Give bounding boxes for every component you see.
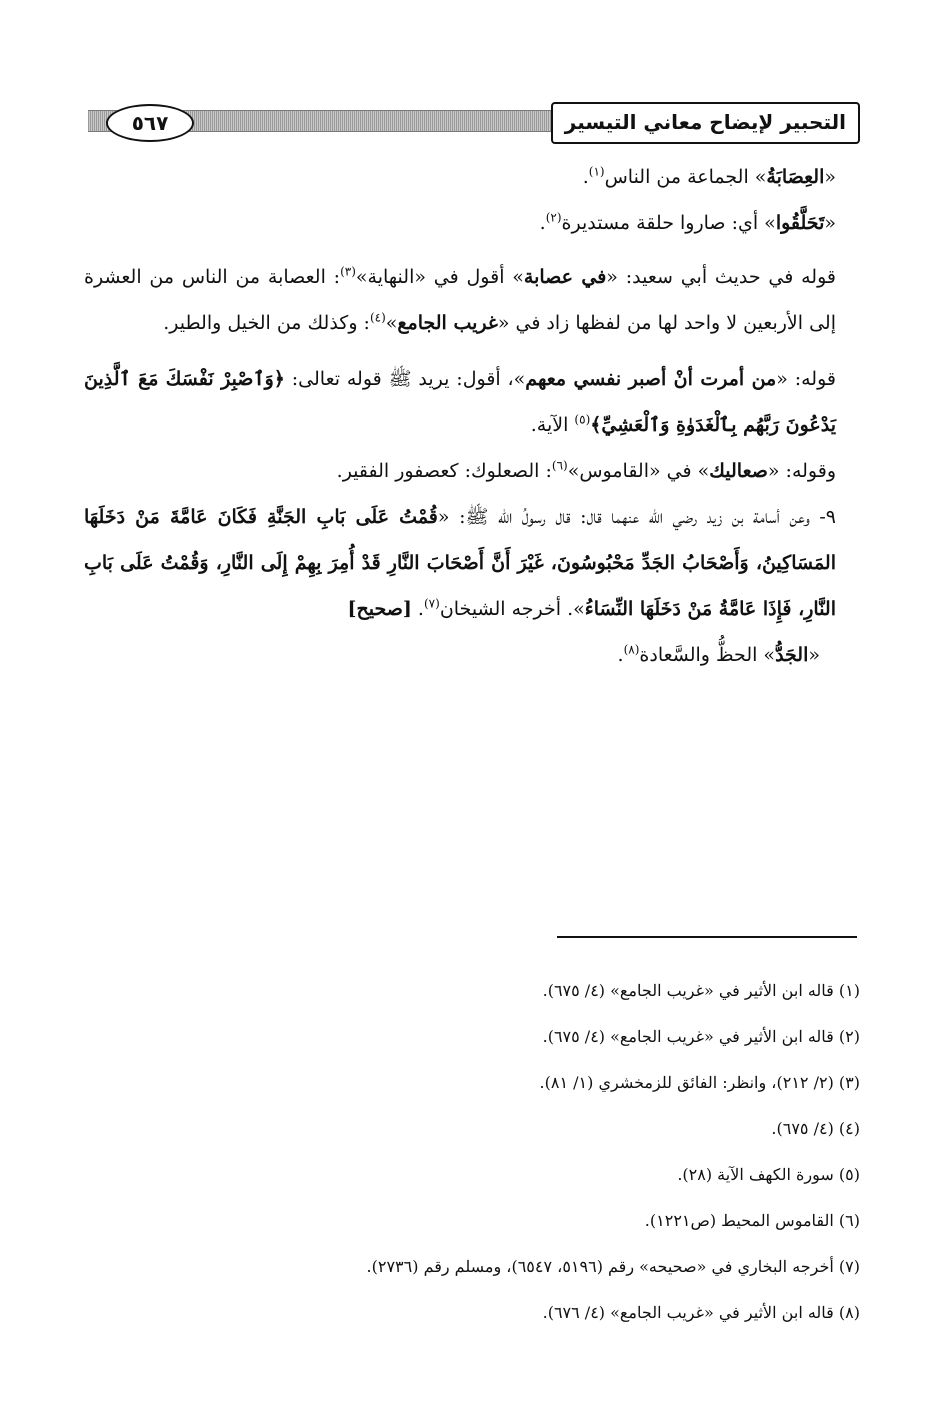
text-run: » في «القاموس» (567, 460, 710, 482)
emphasized-text: صعاليك (709, 460, 768, 482)
text-run: » أقول في «النهاية» (355, 266, 524, 288)
footnote-ref: (٢) (545, 210, 562, 225)
footnote-separator (557, 936, 857, 938)
emphasized-text: في عصابة (523, 266, 607, 288)
definition-paragraph (84, 632, 860, 678)
text-run: قوله في حديث أبي سعيد: « (606, 266, 836, 288)
emphasized-text: من أمرت أنْ أصبر نفسي معهم (525, 368, 777, 390)
text-run: » (385, 312, 398, 334)
text-run: . (617, 644, 624, 666)
emphasized-text: [صحيح] (347, 598, 412, 620)
footnote: (٨) قاله ابن الأثير في «غريب الجامع» (٤/ ٦٧٦). (542, 1303, 860, 1322)
text-run: »، أقول: يريد ﷺ قوله تعالى: (284, 368, 526, 390)
text-run: . (539, 212, 546, 234)
emphasized-text: العِصَابَةُ (766, 166, 825, 188)
emphasized-text: تَحَلَّقُوا (775, 212, 825, 234)
text-run: : وكذلك من الخيل والطير. (163, 312, 370, 334)
footnote: (١) قاله ابن الأثير في «غريب الجامع» (٤/ ٦٧٥). (542, 981, 860, 1000)
text-run: : العصابة من الناس من العشرة إلى الأربعين لا واحد لها من لفظها زاد في « (84, 266, 836, 334)
hadith-paragraph (84, 494, 860, 632)
text-run: وقوله: « (767, 460, 836, 482)
text-run: قوله: « (776, 368, 836, 390)
text-run: » الجماعة من الناس (604, 166, 767, 188)
text-run: « (824, 212, 836, 234)
running-header (88, 102, 860, 148)
footnote-ref: (١) (588, 164, 605, 179)
definition-paragraph (84, 154, 860, 200)
definition-paragraph (84, 200, 860, 246)
emphasized-text: غريب الجامع (397, 312, 498, 334)
commentary-paragraph (84, 356, 860, 448)
footnote: (٤) (٤/ ٦٧٥). (771, 1119, 860, 1138)
page-number: ٥٦٧ (106, 104, 194, 142)
book-title: التحبير لإيضاح معاني التيسير (551, 102, 860, 144)
footnote-ref: (٥) (574, 412, 591, 427)
footnote: (٧) أخرجه البخاري في «صحيحه» رقم (٥١٩٦، ٦٥٤٧)، ومسلم رقم (٢٧٣٦). (366, 1257, 860, 1276)
text-run: » الحظُّ والسَّعادة (639, 644, 776, 666)
commentary-paragraph (84, 448, 860, 494)
commentary-paragraph (84, 254, 860, 346)
main-text (84, 154, 860, 678)
text-run: ٩- وعن أسامة بن زيد رضي الله عنهما قال: قال رسولُ الله ﷺ: « (437, 506, 836, 528)
text-run: » أي: صاروا حلقة مستديرة (561, 212, 776, 234)
footnote-ref: (٧) (423, 596, 440, 611)
text-run: . (411, 598, 424, 620)
footnote: (٦) القاموس المحيط (ص١٢٢١). (644, 1211, 860, 1230)
footnote: (٣) (٢/ ٢١٢)، وانظر: الفائق للزمخشري (١/ ٨١). (539, 1073, 860, 1092)
text-run: « (824, 166, 836, 188)
footnote: (٢) قاله ابن الأثير في «غريب الجامع» (٤/ ٦٧٥). (542, 1027, 860, 1046)
text-run: ». أخرجه الشيخان (439, 598, 585, 620)
footnotes (84, 968, 860, 1336)
emphasized-text: ﴿وَٱصْبِرْ نَفْسَكَ مَعَ ٱلَّذِينَ يَدْعُونَ رَبَّهُم بِٱلْغَدَوٰةِ وَٱلْعَشِيِّ﴾ (84, 368, 836, 436)
emphasized-text: الجَدُّ (775, 644, 809, 666)
footnote: (٥) سورة الكهف الآية (٢٨). (677, 1165, 860, 1184)
footnote-ref: (٦) (551, 458, 568, 473)
footnote-ref: (٨) (623, 642, 640, 657)
text-run: الآية. (530, 414, 575, 436)
emphasized-text: قُمْتُ عَلَى بَابِ الجَنَّةِ فَكَانَ عَامَّةَ مَنْ دَخَلَهَا المَسَاكِينُ، وَأَصْحَابُ الجَدِّ مَحْبُوسُونَ، غَيْرَ أَنَّ أَصْحَابَ النَّارِ قَدْ أُمِرَ بِهِمْ إِلَى النَّارِ، وَقُمْتُ عَلَى بَابِ النَّارِ، فَإِذَا عَامَّةُ مَنْ دَخَلَهَا النِّسَاءُ (84, 506, 836, 620)
text-run: « (808, 644, 820, 666)
footnote-ref: (٣) (340, 264, 356, 279)
text-run: . (582, 166, 589, 188)
footnote-ref: (٤) (369, 310, 386, 325)
text-run: : الصعلوك: كعصفور الفقير. (336, 460, 552, 482)
